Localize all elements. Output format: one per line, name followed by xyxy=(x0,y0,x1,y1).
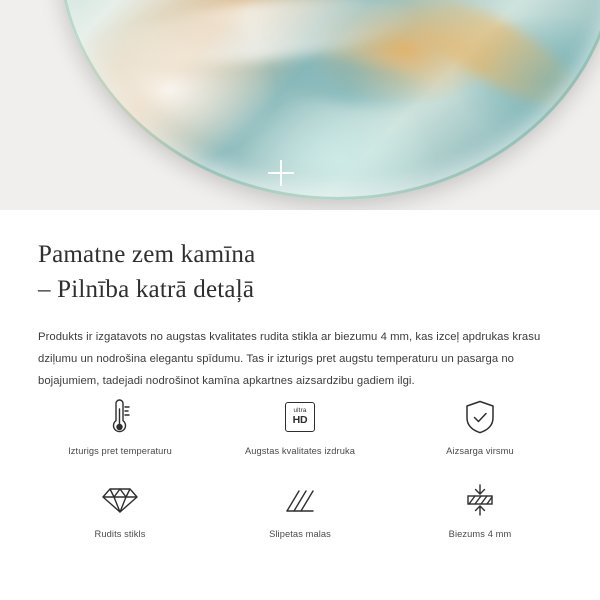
feature-item-surface-protection xyxy=(390,395,570,456)
ultra-hd-badge-bottom: HD xyxy=(292,414,308,427)
feature-item-thickness xyxy=(390,478,570,539)
feature-label: Rudits stikls xyxy=(94,529,146,539)
feature-item-print-quality xyxy=(210,395,390,456)
ultra-hd-badge-top: ultra xyxy=(293,407,307,415)
hero-image xyxy=(0,0,600,210)
thermometer-icon xyxy=(103,395,137,439)
feature-label: Izturigs pret temperaturu xyxy=(68,446,172,456)
headline-line-2: – Pilnība katrā detaļā xyxy=(38,275,255,303)
thickness-icon xyxy=(462,478,498,522)
shield-check-icon xyxy=(464,395,496,439)
feature-item-tempered-glass xyxy=(30,478,210,539)
feature-label: Aizsarga virsmu xyxy=(446,446,514,456)
body-paragraph: Produkts ir izgatavots no augstas kvalitates rudita stikla ar biezumu 4 mm, kas izceļ apdrukas krasu dziļumu un nodrošina elegantu spīdumu. Tas ir izturigs pret augstu temperaturu un pasarga no bojajumiem, tadejadi nodrošinot kamīna apkartnes aizsardzibu gadiem ilgi. xyxy=(38,331,541,388)
feature-item-polished-edges xyxy=(210,478,390,539)
feature-label: Biezums 4 mm xyxy=(448,529,512,539)
text-content xyxy=(0,210,600,392)
diamond-icon xyxy=(101,478,139,522)
headline-line-1: Pamatne zem kamīna xyxy=(38,241,256,268)
feature-grid xyxy=(30,395,570,539)
feature-label: Augstas kvalitates izdruka xyxy=(244,446,356,456)
feature-label: Slipetas malas xyxy=(269,529,331,539)
page-title xyxy=(38,238,538,307)
marble-streak xyxy=(256,48,440,117)
feature-item-temperature xyxy=(30,395,210,456)
polished-edges-icon xyxy=(283,478,317,522)
marble-streak xyxy=(116,0,421,76)
ultra-hd-icon xyxy=(285,395,315,439)
